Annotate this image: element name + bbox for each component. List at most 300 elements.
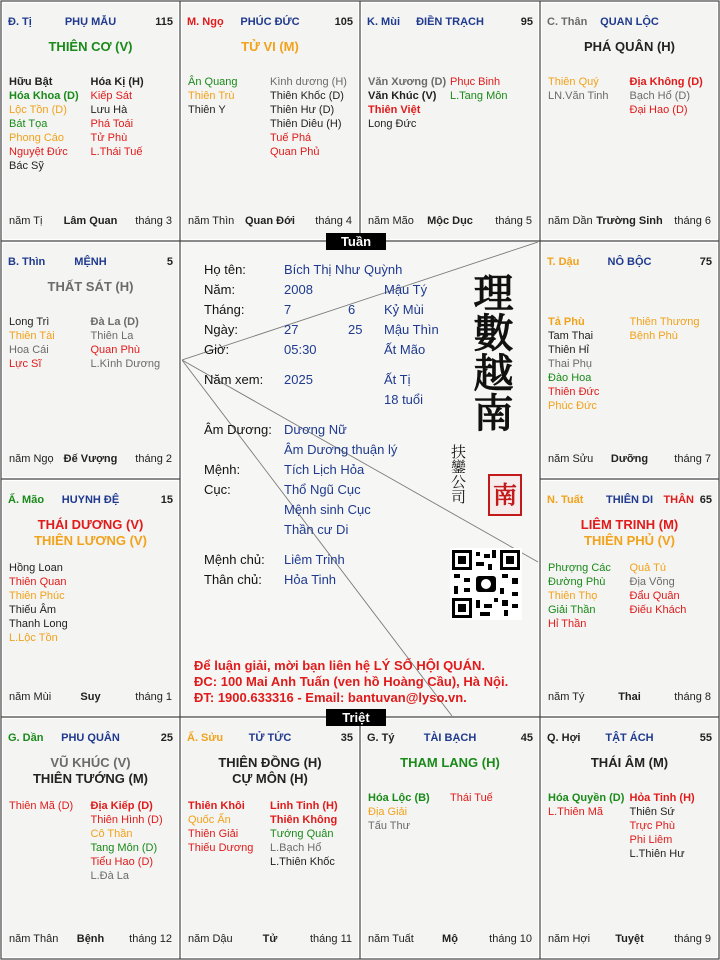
main-star: THẤT SÁT (H) [47,279,134,294]
minor-stars [188,75,352,159]
minor-star: Thiên Tài [9,330,55,342]
minor-star: Tiểu Hao (D) [90,856,154,868]
luu-nien: năm Tị [9,215,43,227]
palace-header [547,732,712,746]
minor-star: Đẩu Quân [629,590,680,602]
luu-nien: năm Dần [548,215,593,227]
minor-stars-left [548,315,630,413]
minor-stars-right [91,315,173,371]
minor-star: Hỉ Thần [548,618,587,630]
minor-star: Bạch Hổ (D) [629,90,691,102]
minor-star: Phúc Đức [548,400,597,412]
minor-stars-left [548,75,630,117]
menh-value: Tích Lịch Hỏa [284,462,365,477]
minor-star: Thanh Long [9,618,68,630]
palace-name: PHÚC ĐỨC [240,16,300,28]
palace-name: PHỤ MẪU [64,16,117,28]
luu-nien: năm Mùi [9,691,52,703]
palace-number: 75 [699,256,712,268]
palace-footer [368,933,532,946]
minor-star: Tam Thai [548,330,594,342]
minor-star: Phong Cáo [9,132,65,144]
minor-star: L.Thiên Khốc [270,856,335,868]
main-stars [542,755,717,771]
branch-label: T. Dậu [547,256,580,268]
minor-star: Kình dương (H) [270,76,347,88]
palace-number: 45 [520,732,533,744]
minor-star: Thiên Giải [188,828,239,840]
minor-star: Tấu Thư [368,820,411,832]
minor-star: L.Tang Môn [450,90,508,102]
minor-stars [368,75,532,131]
minor-star: Thiên Khốc (D) [270,90,344,102]
view-year-label: Năm xem: [204,372,264,387]
minor-star: Địa Giải [368,806,408,818]
minor-star: Giải Thần [548,604,596,616]
palace-name: THIÊN DI [605,494,654,506]
minor-star: L.Thiên Hư [629,848,685,860]
luu-nien: năm Tý [548,691,585,703]
main-stars [3,39,178,55]
minor-star: L.Thái Tuế [90,146,143,158]
minor-stars-right [630,561,712,631]
minor-stars [9,799,172,883]
truong-sinh: Trường Sinh [596,215,663,227]
qr-code-pattern [450,548,522,620]
truong-sinh: Lâm Quan [63,215,118,227]
minor-star: Thái Tuế [450,792,493,804]
center-info-panel [182,242,538,716]
palace-name: TÀI BẠCH [423,732,477,744]
minor-stars-right [91,799,173,883]
year-label: Năm: [204,282,236,297]
truong-sinh: Tử [262,933,278,945]
truong-sinh: Dưỡng [610,453,649,465]
minor-stars [368,791,532,833]
palace-name: ĐIỀN TRẠCH [416,16,484,28]
than-marker: THÂN [663,494,694,506]
minor-star: Thiên Quan [9,576,67,588]
minor-star: Kiếp Sát [90,90,133,102]
main-star: CỰ MÔN (H) [232,771,308,786]
minor-star: Hóa Quyền (D) [548,792,625,804]
minor-star: Phá Toái [90,118,134,130]
red-seal: 南 [488,474,522,516]
minor-star: L.Thiên Mã [548,806,604,818]
luu-nien: năm Hợi [548,933,591,945]
minor-stars-right [630,791,712,861]
truong-sinh: Mộ [442,933,458,945]
palace-footer [9,691,172,704]
qr-code[interactable] [450,548,522,620]
palace-number: 5 [166,256,173,268]
palace-header [547,16,712,30]
birth-year: 2008 [284,282,313,297]
age: 18 tuổi [384,392,424,407]
minor-star: Thiên Hỉ [548,344,589,356]
palace-ngo[interactable] [182,3,358,239]
minor-stars [9,75,172,173]
minor-stars-right [450,791,532,833]
truong-sinh: Quan Đới [245,215,295,227]
palace-name: TỬ TỨC [248,732,292,744]
minor-star: Long Trì [9,316,50,328]
luu-nguyet: tháng 12 [129,933,172,945]
branch-label: G. Tý [367,732,395,744]
palace-ty[interactable] [362,719,538,957]
day-label: Ngày: [204,322,238,337]
palace-dau[interactable] [542,243,717,477]
minor-star: Nguyệt Đức [9,146,68,158]
truong-sinh: Thai [618,691,641,703]
minor-star: Thiên Không [270,814,338,826]
luu-nien: năm Mão [368,215,414,227]
palace-dan[interactable] [3,719,178,957]
minor-star: L.Đà La [90,870,130,882]
minor-stars-left [9,75,91,173]
palace-hoi[interactable] [542,719,717,957]
minor-stars-right [91,75,173,173]
minor-star: Bát Tọa [9,118,48,130]
palace-number: 105 [334,16,353,28]
minor-star: Thiếu Dương [188,842,254,854]
minor-star: Cô Thần [90,828,133,840]
palace-footer [368,215,532,228]
main-stars [542,39,717,55]
palace-number: 115 [155,16,173,28]
palace-name: QUAN LỘC [600,16,659,28]
luu-nien: năm Thìn [188,215,235,227]
palace-number: 65 [699,494,712,506]
minor-star: Điếu Khách [629,604,687,616]
minor-star: Hóa Kị (H) [90,76,144,88]
branch-label: G. Dần [8,732,44,744]
minor-star: Tử Phù [90,132,128,144]
palace-name: PHU QUÂN [61,732,120,744]
truong-sinh: Suy [80,691,101,703]
minor-stars [548,315,711,413]
palace-tuat[interactable] [542,481,717,715]
truong-sinh: Mộc Dục [427,215,473,227]
minor-star: Phục Binh [450,76,501,88]
minor-stars-right [450,75,532,131]
minor-star: Thiên Trù [188,90,235,102]
view-year: 2025 [284,372,313,387]
luu-nien: năm Ngọ [9,453,54,465]
minor-star: Thiên Quý [548,76,599,88]
palace-name: MỆNH [74,256,107,268]
cuc-note: Mệnh sinh Cục [284,502,371,517]
palace-ti[interactable] [3,3,178,239]
than-cu: Thần cư Di [284,522,349,537]
luu-nguyet: tháng 6 [674,215,711,227]
palace-header [367,16,533,30]
palace-footer [548,691,711,704]
minor-stars [548,561,711,631]
minor-stars-right [630,315,712,413]
palace-number: 95 [520,16,533,28]
minor-stars [9,315,172,371]
main-stars [3,279,178,295]
minor-star: Hóa Lộc (B) [368,792,430,804]
hour-canchi: Ất Mão [384,342,426,357]
minor-star: Quan Phủ [270,146,320,158]
minor-star: Hóa Khoa (D) [9,90,79,102]
main-star: VŨ KHÚC (V) [50,755,131,770]
minor-star: Thai Phụ [548,358,593,370]
main-stars [182,39,358,55]
minor-stars-left [368,791,450,833]
amduong-note: Âm Dương thuận lý [284,442,398,457]
menh-chu-value: Liêm Trinh [284,552,345,567]
luu-nguyet: tháng 8 [674,691,711,703]
minor-stars-left [548,791,630,861]
branch-label: C. Thân [547,16,588,28]
contact-phone-email[interactable]: ĐT: 1900.633316 - Email: bantuvan@lyso.vn. [194,690,467,705]
branch-label: M. Ngọ [187,16,224,28]
branch-label: K. Mùi [367,16,400,28]
amduong-label: Âm Dương: [204,422,272,437]
minor-stars-right [91,561,173,645]
minor-star: Bác Sỹ [9,160,44,172]
amduong-value: Dương Nữ [284,422,347,437]
minor-star: Địa Kiếp (D) [90,800,153,812]
minor-star: L.Bạch Hổ [270,842,322,854]
main-star: THIÊN TƯỚNG (M) [32,771,149,786]
name-label: Họ tên: [204,262,246,277]
palace-number: 15 [160,494,173,506]
luu-nien: năm Thân [9,933,59,945]
palace-footer [548,215,711,228]
truong-sinh: Tuyệt [615,933,644,945]
main-star: THIÊN CƠ (V) [48,39,133,54]
main-star: THIÊN LƯƠNG (V) [34,533,147,548]
palace-header [367,732,533,746]
minor-star: Hỏa Tinh (H) [629,792,695,804]
minor-star: Thiên Phúc [9,590,65,602]
minor-star: L.Lộc Tồn [9,632,58,644]
minor-star: Thiên Đức [548,386,600,398]
minor-star: Phượng Các [548,562,611,574]
main-star: PHÁ QUÂN (H) [584,39,675,54]
minor-star: Thiên Diêu (H) [270,118,342,130]
month-canchi: Kỷ Mùi [384,302,424,317]
minor-star: Thiếu Âm [9,604,57,616]
than-chu-value: Hỏa Tinh [284,572,337,587]
palace-mao[interactable] [3,481,178,715]
palace-footer [548,933,711,946]
minor-star: Tả Phù [548,316,585,328]
minor-star: Thiên Thọ [548,590,598,602]
main-star: THAM LANG (H) [400,755,500,770]
truong-sinh: Đế Vượng [63,453,118,465]
than-chu-label: Thân chủ: [204,572,262,587]
palace-suu[interactable] [182,719,358,957]
minor-star: Hữu Bật [9,76,53,88]
palace-than[interactable] [542,3,717,239]
main-star: TỬ VI (M) [241,39,299,54]
triet-marker: Triệt [326,709,386,726]
minor-star: Tướng Quân [270,828,334,840]
birth-day: 27 [284,322,299,337]
branch-label: Q. Hợi [547,732,581,744]
cuc-value: Thổ Ngũ Cục [284,482,361,497]
luu-nguyet: tháng 11 [309,933,352,945]
minor-star: Ân Quang [188,76,238,88]
main-stars [362,755,538,771]
palace-name: NÔ BỘC [607,256,652,268]
palace-header [547,256,712,270]
minor-star: Hồng Loan [9,562,63,574]
minor-stars [9,561,172,645]
luu-nien: năm Tuất [368,933,414,945]
palace-number: 25 [160,732,173,744]
minor-star: Văn Khúc (V) [368,90,437,102]
minor-star: Lộc Tồn (D) [9,104,67,116]
luu-nguyet: tháng 4 [315,215,352,227]
minor-star: Địa Không (D) [629,76,703,88]
minor-stars-right [630,75,712,117]
cuc-label: Cục: [204,482,231,497]
palace-name: HUYNH ĐỆ [61,494,120,506]
palace-mui[interactable] [362,3,538,239]
main-star: THÁI DƯƠNG (V) [37,517,144,532]
palace-header [187,16,353,30]
lunar-day: 25 [348,322,363,337]
palace-name: TẬT ÁCH [605,732,654,744]
minor-star: Thiên La [90,330,134,342]
luu-nguyet: tháng 9 [674,933,711,945]
minor-stars [548,75,711,117]
view-year-canchi: Ất Tị [384,372,411,387]
minor-star: L.Kình Dương [90,358,161,370]
minor-stars-left [188,75,270,159]
minor-star: Quốc Ấn [188,814,231,826]
hour-label: Giờ: [204,342,230,357]
minor-star: Địa Võng [629,576,675,588]
palace-header [547,494,712,508]
minor-star: Thiên Y [188,104,226,116]
palace-header [187,732,353,746]
palace-footer [548,453,711,466]
branch-label: Đ. Tị [8,16,32,28]
minor-star: Thiên Hư (D) [270,104,335,116]
minor-star: Đà La (D) [90,316,139,328]
minor-star: Đường Phù [548,576,606,588]
minor-star: LN.Văn Tinh [548,90,609,102]
minor-star: Long Đức [368,118,417,130]
menh-label: Mệnh: [204,462,241,477]
lunar-month: 6 [348,302,356,317]
minor-star: Hoa Cái [9,344,49,356]
minor-star: Tang Môn (D) [90,842,158,854]
minor-stars-left [188,799,270,869]
palace-number: 35 [340,732,353,744]
palace-header [8,256,173,270]
truong-sinh: Bệnh [76,933,105,945]
branch-label: B. Thìn [8,256,46,268]
menh-chu-label: Mệnh chủ: [204,552,265,567]
minor-stars-right [270,75,352,159]
minor-star: Thiên Khôi [188,800,245,812]
minor-star: Thiên Việt [368,104,421,116]
person-name: Bích Thị Như Quỳnh [284,262,403,277]
year-canchi: Mậu Tý [384,282,428,297]
palace-header [8,732,173,746]
calligraphy-sub: 扶鑾公司 [449,444,467,504]
minor-stars-left [9,561,91,645]
main-star: THIÊN ĐỒNG (H) [218,755,322,770]
palace-footer [9,933,172,946]
main-stars [542,517,717,549]
palace-footer [9,215,172,228]
minor-stars-left [9,799,91,883]
minor-star: Đại Hao (D) [629,104,688,116]
main-stars [3,755,178,787]
luu-nguyet: tháng 2 [135,453,172,465]
minor-stars-left [368,75,450,131]
palace-footer [9,453,172,466]
palace-footer [188,933,352,946]
minor-star: Phi Liêm [629,834,673,846]
luu-nguyet: tháng 5 [495,215,532,227]
minor-star: Văn Xương (D) [368,76,447,88]
luu-nguyet: tháng 7 [674,453,711,465]
calligraphy-logo: 理數越南 [467,272,514,432]
luu-nguyet: tháng 10 [489,933,532,945]
minor-star: Quan Phù [90,344,141,356]
minor-stars [188,799,352,869]
day-canchi: Mậu Thìn [384,322,439,337]
luu-nguyet: tháng 1 [135,691,172,703]
minor-star: Bệnh Phù [629,330,678,342]
minor-star: Lưu Hà [90,104,128,116]
minor-stars-left [9,315,91,371]
minor-star: Lực Sĩ [9,358,42,370]
minor-star: Linh Tinh (H) [270,800,338,812]
minor-star: Thiên Mã (D) [9,800,74,812]
palace-number: 55 [699,732,712,744]
palace-footer [188,215,352,228]
branch-label: Ấ. Sửu [187,732,224,744]
birth-hour: 05:30 [284,342,317,357]
palace-header [8,494,173,508]
month-label: Tháng: [204,302,245,317]
minor-star: Thiên Sứ [629,806,675,818]
luu-nien: năm Dậu [188,933,233,945]
minor-star: Thiên Thương [629,316,700,328]
contact-line-1: Để luận giải, mời bạn liên hệ LÝ SỐ HỘI QUÁN. [194,658,485,673]
palace-header [8,16,173,30]
birth-month: 7 [284,302,292,317]
main-stars [182,755,358,787]
minor-stars-right [270,799,352,869]
palace-thin[interactable] [3,243,178,477]
minor-star: Trực Phù [629,820,675,832]
main-star: THÁI ÂM (M) [590,755,669,770]
luu-nien: năm Sửu [548,453,594,465]
main-stars [3,517,178,549]
main-star: THIÊN PHỦ (V) [584,533,675,548]
contact-address: ĐC: 100 Mai Anh Tuấn (ven hồ Hoàng Cầu), Hà Nội. [194,674,509,689]
branch-label: N. Tuất [547,494,584,506]
minor-star: Đào Hoa [548,372,592,384]
tuan-marker: Tuần [326,233,386,250]
minor-star: Tuế Phá [270,132,312,144]
minor-stars-left [548,561,630,631]
luu-nguyet: tháng 3 [135,215,172,227]
main-star: LIÊM TRINH (M) [580,517,679,532]
